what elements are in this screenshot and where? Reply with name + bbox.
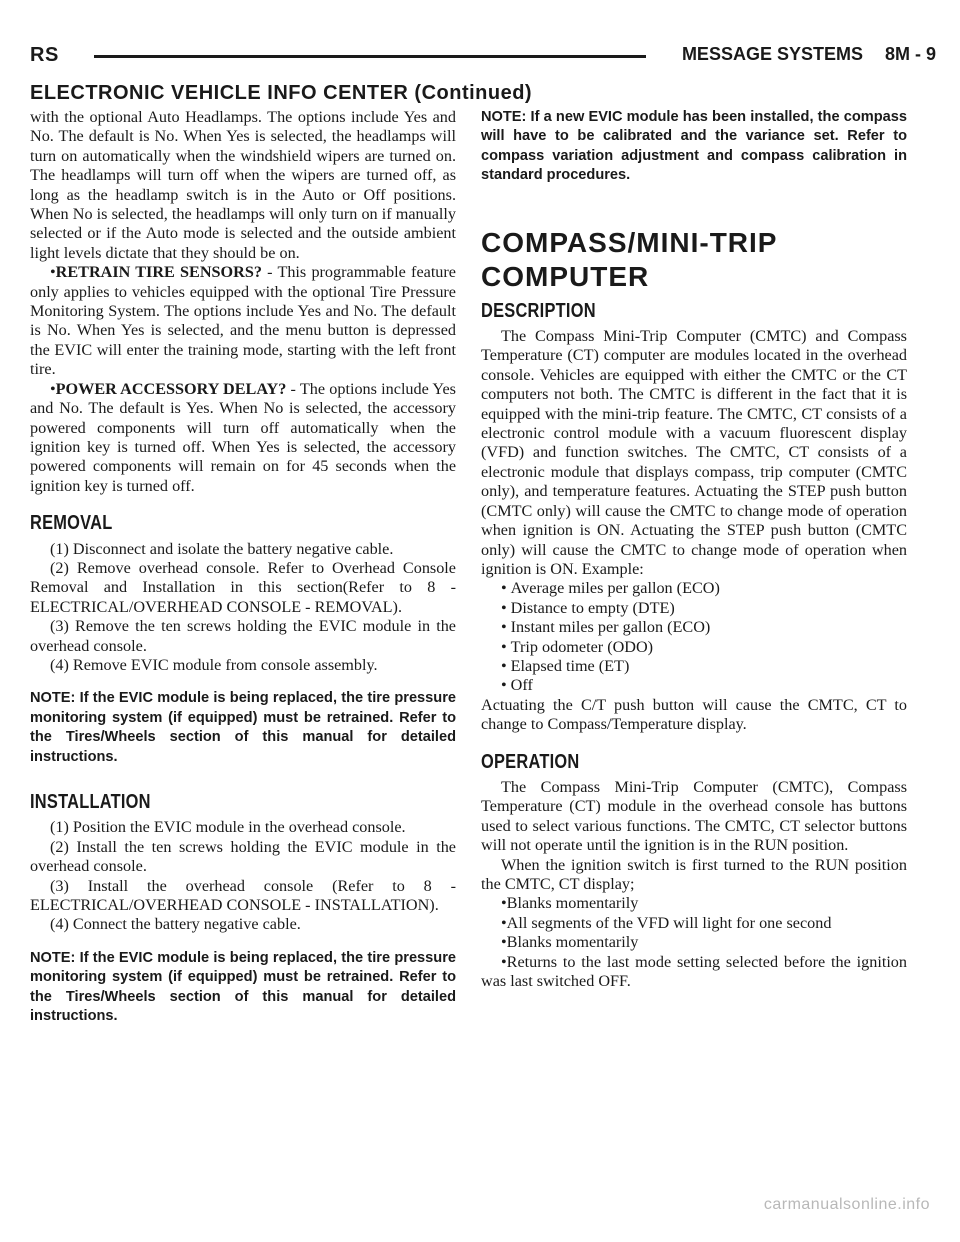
header-section-title: MESSAGE SYSTEMS: [681, 44, 863, 64]
note-tire-retrain-1: NOTE: If the EVIC module is being replaced, the tire pressure monitoring system (if equipped) must be retrained. Refer to the Tires/Wheels section of this manual for detailed instructions.: [30, 690, 456, 765]
bullet-icon: •: [501, 894, 507, 913]
left-column: [30, 108, 456, 1026]
bullet-icon: •: [501, 618, 507, 637]
header-section-info: [682, 44, 936, 65]
bullet-icon: •: [501, 598, 507, 617]
heading-description: DESCRIPTION: [481, 299, 596, 322]
bullet-icon: •: [501, 913, 507, 932]
removal-step-3: (3) Remove the ten screws holding the EVIC module in the overhead console.: [30, 617, 456, 655]
heading-operation: OPERATION: [481, 750, 580, 773]
bullet-icon: •: [50, 263, 56, 282]
bullet-icon: •: [501, 952, 507, 971]
description-paragraph: The Compass Mini-Trip Computer (CMTC) and Compass Temperature (CT) computer are modules located in the overhead console. Vehicles are equipped with either the CMTC or the CT computers not both. The CMTC is different in the fact that it is equipped with the mini-trip feature. The CMTC, CT consists of a electronic control module with a vacuum fluorescent display (VFD) and function switches. The CMTC, CT consists of a electronic module that displays compass, trip computer (CMTC only), and temperature features. Actuating the STEP push button (CMTC only) will cause the CMTC to change mode of operation when ignition is ON. Actuating the STEP push button (CMTC only) will cause the CMTC to change mode of operation when ignition is ON. Example:: [481, 327, 907, 578]
bullet-label: RETRAIN TIRE SENSORS?: [55, 263, 262, 282]
list-item: •Blanks momentarily: [501, 894, 639, 913]
list-item: • Distance to empty (DTE): [501, 598, 675, 617]
operation-paragraph-1: The Compass Mini-Trip Computer (CMTC), Compass Temperature (CT) module in the overhead console has buttons used to select various functions. The CMTC, CT selector buttons will not operate until the ignition is in the RUN position.: [481, 777, 907, 855]
operation-paragraph-2: When the ignition switch is first turned to the RUN position the CMTC, CT display;: [481, 855, 907, 893]
title-line-1: COMPASS/MINI-TRIP: [481, 226, 778, 258]
bullet-icon: •: [501, 579, 507, 598]
installation-step-1: (1) Position the EVIC module in the overhead console.: [50, 818, 406, 837]
startup-sequence-list: [481, 894, 907, 991]
heading-removal: REMOVAL: [30, 512, 113, 535]
list-item: • Trip odometer (ODO): [501, 637, 654, 656]
bullet-power-accessory-delay: [30, 380, 456, 496]
header-rule: [94, 55, 646, 58]
mode-list: [481, 579, 907, 695]
bullet-text: - This programmable feature only applies to vehicles equipped with the optional Tire Pressure Monitoring System. The options include Yes and No. The default is No. When Yes is selected, and the menu button is depressed the EVIC will enter the training mode, starting with the left front tire.: [30, 263, 456, 379]
note-compass-calibration: NOTE: If a new EVIC module has been installed, the compass will have to be calibrated and the variance set. Refer to compass variation adjustment and compass calibration in standard procedures.: [481, 109, 907, 184]
bullet-label: POWER ACCESSORY DELAY?: [55, 379, 287, 398]
paragraph-auto-headlamps: with the optional Auto Headlamps. The options include Yes and No. The default is No. When Yes is selected, the headlamps will turn on automatically when the windshield wipers are turned on. The headlamps will turn off when the wipers are turned off, as long as the headlamp switch is in the Auto or Off positions. When No is selected, the headlamps will only turn on if manually selected or if the Auto mode is selected and the outside ambient light levels dictate that they should be on.: [30, 108, 456, 262]
installation-step-4: (4) Connect the battery negative cable.: [50, 915, 301, 934]
title-compass-mini-trip: [481, 226, 907, 294]
installation-step-2: (2) Install the ten screws holding the EVIC module in the overhead console.: [30, 837, 456, 876]
list-item: • Instant miles per gallon (ECO): [501, 618, 711, 637]
removal-step-2: (2) Remove overhead console. Refer to Overhead Console Removal and Installation in this section(Refer to 8 - ELECTRICAL/OVERHEAD CONSOLE - REMOVAL).: [30, 558, 456, 616]
section-continued-heading: ELECTRONIC VEHICLE INFO CENTER (Continued): [30, 82, 533, 104]
watermark-footer: carmanualsonline.info: [763, 1196, 930, 1213]
bullet-retrain-tire-sensors: [30, 263, 456, 379]
list-item: • Elapsed time (ET): [501, 656, 630, 675]
header-page-number: 8M - 9: [884, 44, 936, 64]
heading-installation: INSTALLATION: [30, 791, 151, 813]
right-column: [481, 108, 907, 991]
header-model-code: RS: [30, 44, 59, 66]
description-ct-button: Actuating the C/T push button will cause the CMTC, CT to change to Compass/Temperature display.: [481, 695, 907, 734]
page-header: [30, 40, 936, 80]
bullet-icon: •: [501, 637, 507, 656]
list-item: • Average miles per gallon (ECO): [501, 579, 720, 598]
list-item: •Returns to the last mode setting selected before the ignition was last switched OFF.: [481, 952, 907, 991]
bullet-icon: •: [501, 676, 507, 695]
title-line-2: COMPUTER: [481, 260, 650, 292]
bullet-icon: •: [501, 933, 507, 952]
installation-step-3: (3) Install the overhead console (Refer to 8 - ELECTRICAL/OVERHEAD CONSOLE - INSTALLATION).: [30, 876, 456, 915]
list-item: • Off: [501, 676, 533, 695]
removal-step-1: (1) Disconnect and isolate the battery negative cable.: [50, 539, 394, 558]
bullet-text: - The options include Yes and No. The default is Yes. When No is selected, the accessory powered components will turn off automatically when the ignition key is turned off. When Yes is selected, the accessory powered components will remain on for 45 seconds when the ignition key is turned off.: [30, 379, 456, 495]
removal-step-4: (4) Remove EVIC module from console assembly.: [50, 655, 378, 674]
list-item: •All segments of the VFD will light for one second: [501, 913, 832, 932]
list-item: •Blanks momentarily: [501, 933, 639, 952]
bullet-icon: •: [501, 656, 507, 675]
bullet-icon: •: [50, 379, 56, 398]
note-tire-retrain-2: NOTE: If the EVIC module is being replaced, the tire pressure monitoring system (if equipped) must be retrained. Refer to the Tires/Wheels section of this manual for detailed instructions.: [30, 949, 456, 1025]
